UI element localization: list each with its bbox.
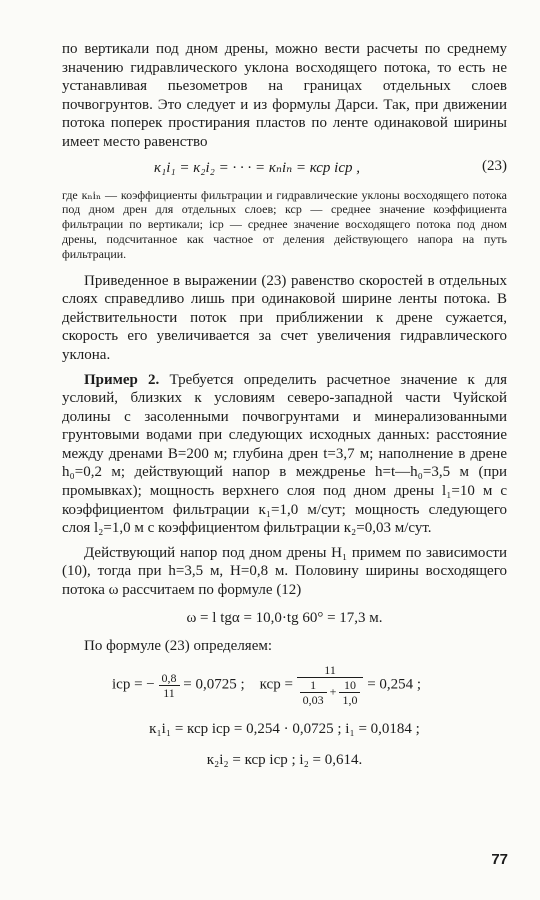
paragraph-intro: по вертикали под дном дрены, можно вести расчеты по среднему значению гидравлического уклона восходящего потока, то есть не устанавливая пьезометров на границах отдельных слоев почвогрунтов. Это следует и из формулы Дарси. Так, при движении потока поперек простирания пластов по ленте одинаковой ширины имеет место равенство — [62, 41, 507, 150]
omega-equation: ω = l tgα = 10,0·tg 60° = 17,3 м. — [186, 609, 383, 626]
calc-line-3: к₂i₂ = кср iср ; i₂ = 0,614. — [206, 752, 363, 769]
k-avg-fraction: 11 $\frac{1}{0,03}$ + $\frac{10}{1,0}$ — [297, 663, 364, 707]
page-body — [62, 40, 507, 779]
paragraph-example — [62, 371, 507, 538]
equation-23-formula: к₁i₁ = к₂i₂ = · · · = кₙiₙ = кср iср , — [154, 159, 360, 176]
paragraph-formula-23: По формуле (23) определяем: — [84, 637, 273, 654]
i-avg-fraction: $\frac{0,8}{11}$ — [159, 671, 180, 700]
calc-line-2: к₁i₁ = кср iср = 0,254 · 0,0725 ; i₁ = 0,0184 ; — [149, 721, 420, 738]
equation-23-number: (23) — [482, 157, 507, 174]
equation-note: где кₙiₙ — коэффициенты фильтрации и гидравлические уклоны восходящего потока под дном дрен для отдельных слоев; кср — среднее значение коэффициента фильтрации по вертикали; iср — среднее значение восходящего потока под дном дрены, подсчитанное как частное от деления действующего напора на путь фильтрации. — [62, 187, 507, 261]
example-text: Требуется определить расчетное значение к для условий, близких к условиям северо-западной части Чуйской долины с засоленными почвогрунтами и минерализованными грунтовыми водами при следующих исходных данных: расстояние между дренами B=200 м; глубина дрен t=3,7 м; наполнение в дрене h₀=0,2 м; действующий напор в междренье h=t—h₀=3,5 м (при промывках); мощность верхнего слоя под дном дрены l₁=10 м с коэффициентом фильтрации к₁=1,0 м/сут; мощность следующего слоя l₂=1,0 м с коэффициентом фильтрации к₂=0,03 м/сут. — [62, 371, 508, 537]
equation-23 — [62, 152, 507, 182]
paragraph-velocity: Приведенное в выражении (23) равенство скоростей в отдельных слоях справедливо лишь при одинаковой ширине ленты потока. В действительности поток при приближении к дрене сужается, скорость его увеличивается за счет увеличения гидравлического уклона. — [62, 272, 507, 363]
k-avg-label: кср = — [259, 676, 293, 693]
i-avg-label: iср = − — [112, 676, 155, 693]
paragraph-head: Действующий напор под дном дрены H₁ примем по зависимости (10), тогда при h=3,5 м, H=0,8 м. Половину ширины восходящего потока ω рассчитаем по формуле (12) — [62, 544, 507, 599]
page-number: 77 — [491, 851, 508, 868]
k-avg-result: = 0,254 ; — [367, 676, 422, 693]
i-avg-result: = 0,0725 ; — [183, 676, 245, 693]
calc-line-1 — [112, 663, 507, 707]
example-label: Пример 2. — [84, 371, 160, 388]
